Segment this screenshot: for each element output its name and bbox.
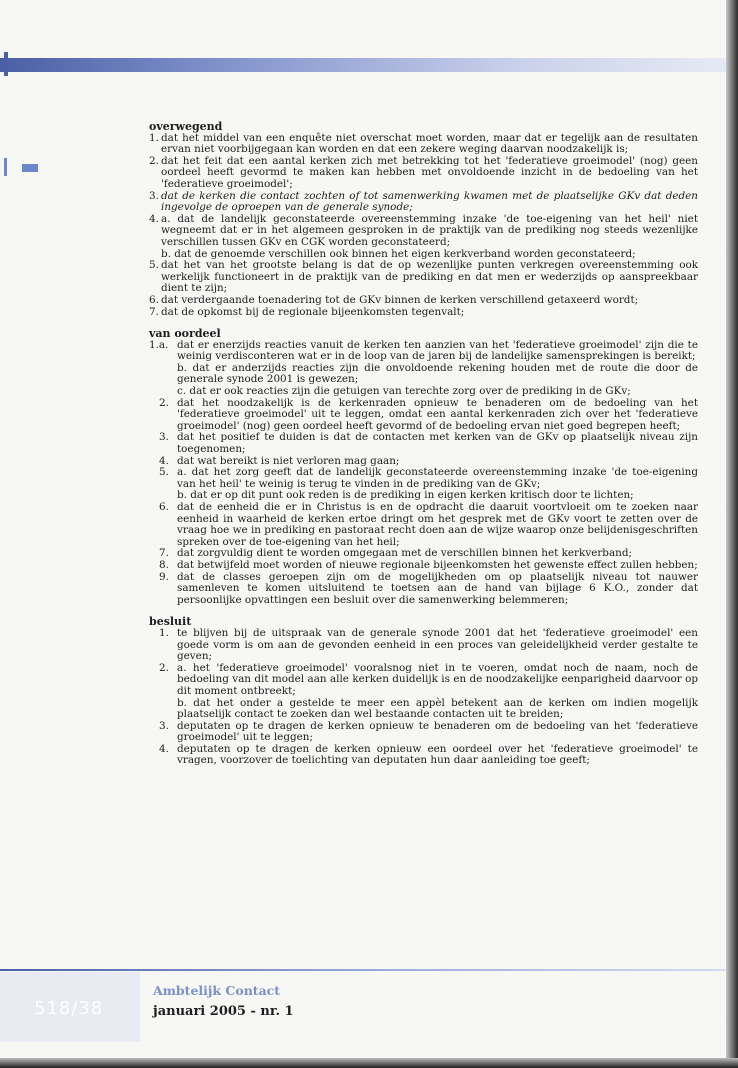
item-number: 6. xyxy=(149,293,159,306)
item-text: te blijven bij de uitspraak van de generale synode 2001 dat het 'federatieve groeimodel' een goede vorm is om aan de gevonden eenheid in een proces van geleidelijkheid verder gestalte te geven; xyxy=(177,626,698,663)
list-item xyxy=(149,260,698,295)
item-number: 5. xyxy=(159,466,169,479)
item-text: dat het positief te duiden is dat de contacten met kerken van de GKv op plaatselijk niveau zijn toegenomen; xyxy=(177,431,698,456)
header-color-band xyxy=(0,58,738,72)
document-body xyxy=(149,121,698,777)
section-items xyxy=(149,133,698,319)
item-number: 6. xyxy=(159,501,169,513)
list-item xyxy=(149,572,698,607)
item-number: 2. xyxy=(149,154,159,167)
list-item xyxy=(149,432,698,455)
item-text: b. dat er op dit punt ook reden is de prediking in eigen kerken kritisch door te lichten; xyxy=(177,489,634,502)
item-text: dat het van het grootste belang is dat de op wezenlijke punten verkregen overeenstemming ook werkelijk functioneert in de praktijk van de prediking en dat men er wederzijds op aanspreekbaar dient te zijn; xyxy=(161,259,698,295)
item-text: dat zorgvuldig dient te worden omgegaan met de verschillen binnen het kerkverband; xyxy=(177,547,633,560)
section-items xyxy=(149,340,698,607)
item-number: 3. xyxy=(159,719,169,732)
item-number: 4. xyxy=(149,212,159,225)
item-text: dat wat bereikt is niet verloren mag gaan; xyxy=(177,454,400,467)
item-number: 3. xyxy=(149,189,159,202)
item-text: deputaten op te dragen de kerken opnieuw te benaderen om de bedoeling van het 'federatieve groeimodel' uit te leggen; xyxy=(177,719,698,744)
item-number: 2. xyxy=(159,661,169,674)
item-number: 1. xyxy=(159,626,169,639)
list-item xyxy=(149,340,698,363)
scan-edge-bottom xyxy=(0,1058,738,1068)
scan-edge-right xyxy=(726,0,738,1068)
section-title: overwegend xyxy=(149,120,223,133)
item-number: 3. xyxy=(159,431,169,444)
item-text: a. dat het zorg geeft dat de landelijk geconstateerde overeenstemming inzake 'de toe-eigening van het heil' te weinig is terug te vinden in de prediking van de GKv; xyxy=(177,466,698,490)
item-number: 4. xyxy=(159,742,169,755)
list-item xyxy=(149,191,698,214)
journal-title: Ambtelijk Contact xyxy=(153,983,281,998)
section-title: van oordeel xyxy=(149,327,221,341)
section-van-oordeel xyxy=(149,328,698,606)
list-item xyxy=(149,663,698,698)
item-text: dat verdergaande toenadering tot de GKv binnen de kerken verschillend getaxeerd wordt; xyxy=(161,293,639,306)
item-text: a. dat de landelijk geconstateerde overeenstemming inzake 'de toe-eigening van het heil' niet wegneemt dat er in het algemeen gesproken in de praktijk van de prediking nog steeds wezenlijke verschillen tussen GKv en CGK worden geconstateerd; xyxy=(161,212,698,248)
section-items xyxy=(149,628,698,767)
item-text: dat de opkomst bij de regionale bijeenkomsten tegenvalt; xyxy=(161,305,465,318)
list-item xyxy=(149,363,698,386)
item-text: dat de eenheid die er in Christus is en de opdracht die daaruit voortvloeit om te zoeken naar eenheid in waarheid de kerken ertoe dringt om het gesprek met de GKv voort te zetten over de vraag hoe we in prediking en pastoraat recht doen aan de wijze waarop onze belijdenisgeschriften spreken over de toe-eigening van het heil; xyxy=(177,501,698,548)
item-number: 5. xyxy=(149,259,159,272)
item-number: 9. xyxy=(159,570,169,583)
item-text: deputaten op te dragen de kerken opnieuw een oordeel over het 'federatieve groeimodel' te vragen, voorzover de toelichting van deputaten hun daar aanleiding toe geeft; xyxy=(177,742,698,767)
item-number: 7. xyxy=(149,305,159,318)
item-number: 4. xyxy=(159,454,169,467)
item-text: b. dat de genoemde verschillen ook binnen het eigen kerkverband worden geconstateerd; xyxy=(161,247,636,260)
item-text: dat de classes geroepen zijn om de mogelijkheden om op plaatselijk niveau tot nauwer samenleven te komen uitsluitend te toetsen aan de hand van bijlage 6 K.O., zonder dat persoonlijke opvattingen een besluit over die samenwerking belemmeren; xyxy=(177,570,698,606)
item-text: dat het middel van een enquête niet overschat moet worden, maar dat er tegelijk aan de resultaten ervan niet voorbijgegaan kan worden en dat een zekere weging daarvan noodzakelijk is; xyxy=(161,131,698,156)
item-number: 7. xyxy=(159,547,169,560)
item-number: 1. xyxy=(149,131,159,144)
item-text: c. dat er ook reacties zijn die getuigen van terechte zorg over de prediking in de GKv; xyxy=(177,385,631,398)
item-text: b. dat er anderzijds reacties zijn die onvoldoende rekening houden met de route die door de generale synode 2001 is gewezen; xyxy=(177,361,698,386)
item-text: dat het feit dat een aantal kerken zich met betrekking tot het 'federatieve groeimodel' (nog) geen oordeel heeft gevormd te maken kan hebben met onvoldoende inzicht in de bedoeling van het 'federatieve groeimodel'; xyxy=(161,154,698,190)
list-item xyxy=(149,698,698,721)
list-item xyxy=(149,502,698,548)
item-text: b. dat het onder a gestelde te meer een appèl betekent aan de kerken om indien mogelijk plaatselijk contact te zoeken dan wel bestaande contacten uit te breiden; xyxy=(177,696,698,721)
item-text: dat de kerken die contact zochten of tot samenwerking kwamen met de plaatselijke GKv dat deden ingevolge de oproepen van de generale synode; xyxy=(161,189,698,214)
item-number: 1.a. xyxy=(149,338,169,351)
side-edge-mark xyxy=(4,158,7,176)
list-item xyxy=(149,133,698,156)
item-text: dat er enerzijds reacties vanuit de kerken ten aanzien van het 'federatieve groeimodel' zijn die te weinig verdisconteren wat er in de loop van de jaren bij de landelijke samensprekingen is bereikt; xyxy=(177,338,698,363)
side-tab-marker xyxy=(22,164,38,172)
section-overwegend xyxy=(149,121,698,318)
section-title: besluit xyxy=(149,615,192,629)
list-item xyxy=(149,156,698,191)
list-item xyxy=(149,398,698,433)
list-item xyxy=(149,214,698,249)
item-text: dat betwijfeld moet worden of nieuwe regionale bijeenkomsten het gewenste effect zullen hebben; xyxy=(177,558,698,571)
page-number: 518/38 xyxy=(34,998,104,1019)
list-item xyxy=(149,721,698,744)
item-number: 8. xyxy=(159,558,169,571)
issue-label: januari 2005 - nr. 1 xyxy=(153,1004,294,1019)
item-text: a. het 'federatieve groeimodel' vooralsnog niet in te voeren, omdat noch de naam, noch de bedoeling van dit model aan alle kerken duidelijk is en de noodzakelijke eenparigheid daarvoor op dit moment ontbreekt; xyxy=(177,661,698,697)
list-item xyxy=(149,744,698,767)
item-text: dat het noodzakelijk is de kerkenraden opnieuw te benaderen om de bedoeling van het 'federatieve groeimodel' uit te leggen, omdat een aantal kerkenraden zich over het 'federatieve groeimodel' (nog) geen oordeel heeft gevormd of de bedoeling ervan niet goed begrepen heeft; xyxy=(177,396,698,432)
list-item xyxy=(149,307,698,319)
header-edge-mark xyxy=(4,52,8,76)
item-number: 2. xyxy=(159,396,169,409)
list-item xyxy=(149,628,698,663)
footer-rule xyxy=(0,969,738,971)
section-besluit xyxy=(149,616,698,767)
list-item xyxy=(149,467,698,490)
